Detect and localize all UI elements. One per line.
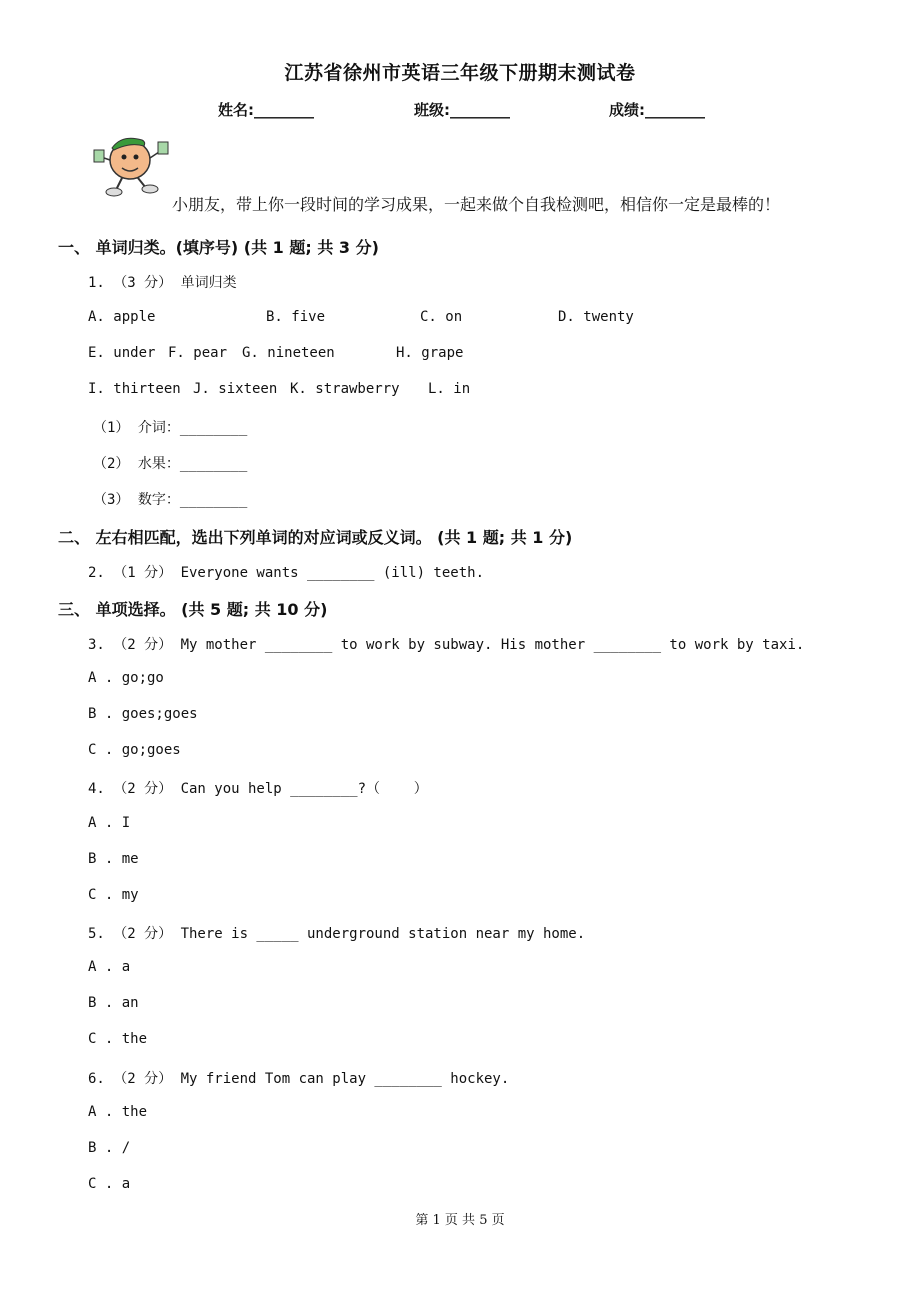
sub-question-3: （3） 数字：________ — [93, 492, 248, 508]
option-a-apple: A. apple — [88, 309, 156, 325]
sub-question-2: （2） 水果：________ — [93, 456, 248, 472]
question-4-option-a: A . I — [88, 815, 131, 831]
name-field: 姓名:________ — [218, 101, 314, 119]
section-1-heading: 一、 单词归类。(填序号) (共 1 题; 共 3 分) — [58, 238, 379, 257]
section-2-heading: 二、 左右相匹配，选出下列单词的对应词或反义词。 (共 1 题; 共 1 分) — [58, 528, 573, 547]
option-c-on: C. on — [420, 309, 463, 325]
class-field: 班级:________ — [414, 101, 510, 119]
page-footer: 第 1 页 共 5 页 — [415, 1213, 505, 1228]
question-4-option-b: B . me — [88, 851, 139, 867]
option-g-nineteen: G. nineteen — [242, 345, 335, 361]
question-5-option-b: B . an — [88, 995, 139, 1011]
question-3: 3. （2 分） My mother ________ to work by subway. His mother ________ to work by taxi. — [88, 637, 805, 653]
option-e-under: E. under — [88, 345, 156, 361]
cartoon-mascot-icon — [92, 130, 170, 198]
sub-question-1: （1） 介词：________ — [93, 420, 248, 436]
question-6-option-a: A . the — [88, 1104, 148, 1120]
question-5-option-c: C . the — [88, 1031, 148, 1047]
option-j-sixteen: J. sixteen — [193, 381, 278, 397]
question-5-option-a: A . a — [88, 959, 131, 975]
question-3-option-c: C . go;goes — [88, 742, 181, 758]
option-d-twenty: D. twenty — [558, 309, 634, 325]
question-6-option-c: C . a — [88, 1176, 131, 1192]
option-h-grape: H. grape — [396, 345, 464, 361]
question-6-option-b: B . / — [88, 1140, 131, 1156]
question-3-option-b: B . goes;goes — [88, 706, 198, 722]
page-title: 江苏省徐州市英语三年级下册期末测试卷 — [284, 62, 636, 84]
option-k-strawberry: K. strawberry — [290, 381, 400, 397]
question-3-option-a: A . go;go — [88, 670, 164, 686]
question-5: 5. （2 分） There is _____ underground station near my home. — [88, 926, 586, 942]
greeting-text: 小朋友，带上你一段时间的学习成果，一起来做个自我检测吧，相信你一定是最棒的！ — [172, 195, 781, 214]
section-3-heading: 三、 单项选择。 (共 5 题; 共 10 分) — [58, 600, 328, 619]
question-6: 6. （2 分） My friend Tom can play ________ hockey. — [88, 1071, 510, 1087]
option-l-in: L. in — [428, 381, 471, 397]
question-1: 1. （3 分） 单词归类 — [88, 275, 237, 291]
question-2: 2. （1 分） Everyone wants ________ (ill) teeth. — [88, 565, 485, 581]
score-field: 成绩:________ — [609, 101, 705, 119]
option-i-thirteen: I. thirteen — [88, 381, 181, 397]
option-b-five: B. five — [266, 309, 326, 325]
question-4-option-c: C . my — [88, 887, 139, 903]
question-4: 4. （2 分） Can you help ________?（ ） — [88, 781, 428, 797]
option-f-pear: F. pear — [168, 345, 228, 361]
